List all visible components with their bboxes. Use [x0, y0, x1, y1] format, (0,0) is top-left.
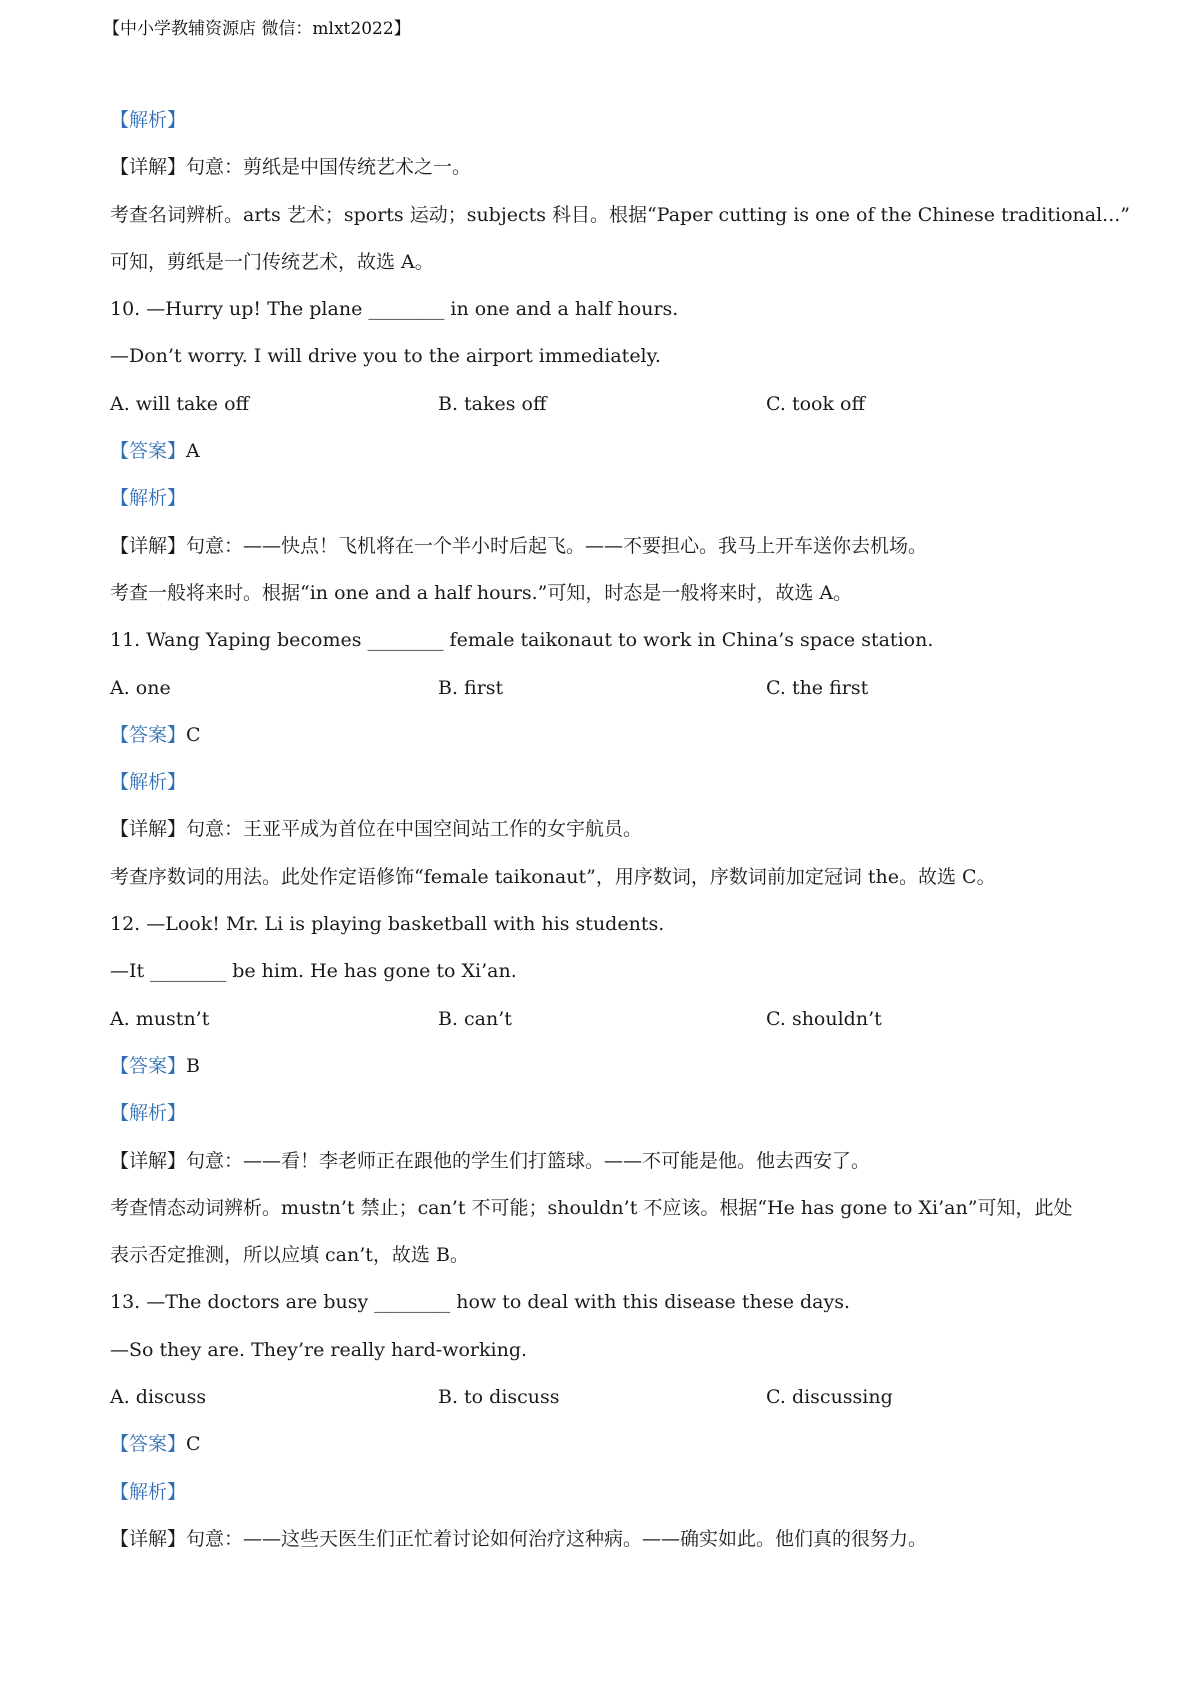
- detail-text: 句意：——看！李老师正在跟他的学生们打篮球。——不可能是他。他去西安了。: [186, 1149, 871, 1172]
- answer-line: [110, 1043, 1100, 1090]
- explain-line: 可知，剪纸是一门传统艺术，故选 A。: [110, 250, 434, 273]
- question-stem: 10. —Hurry up! The plane ________ in one and a half hours.: [110, 298, 679, 321]
- answer-value: C: [186, 723, 201, 746]
- answer-value: C: [186, 1433, 201, 1456]
- analysis-tag: 【解析】: [110, 487, 187, 510]
- detail-text: 句意：——这些天医生们正忙着讨论如何治疗这种病。——确实如此。他们真的很努力。: [186, 1527, 928, 1550]
- detail-tag: 【详解】: [110, 534, 187, 557]
- question-stem: 11. Wang Yaping becomes ________ female taikonaut to work in China’s space station.: [110, 629, 934, 652]
- option-c: C. took off: [766, 392, 865, 415]
- explain-line: 考查序数词的用法。此处作定语修饰“female taikonaut”，用序数词，序数词前加定冠词 the。故选 C。: [110, 865, 996, 888]
- explain-line: 考查一般将来时。根据“in one and a half hours.”可知，时态是一般将来时，故选 A。: [110, 581, 853, 604]
- question-reply: —Don’t worry. I will drive you to the airport immediately.: [110, 345, 661, 368]
- analysis-tag: 【解析】: [110, 109, 187, 131]
- option-a: A. discuss: [110, 1386, 207, 1409]
- page-header-watermark: 【中小学教辅资源店 微信：mlxt2022】: [103, 19, 411, 39]
- question-reply: —So they are. They’re really hard-working.: [110, 1338, 528, 1361]
- question-stem: 12. —Look! Mr. Li is playing basketball with his students.: [110, 913, 665, 936]
- option-a: A. mustn’t: [110, 1007, 210, 1030]
- detail-text: 句意：王亚平成为首位在中国空间站工作的女宇航员。: [186, 818, 643, 841]
- explain-line: 表示否定推测，所以应填 can’t，故选 B。: [110, 1244, 469, 1267]
- answer-line: [110, 1421, 1100, 1468]
- detail-line: [110, 144, 1100, 191]
- question-reply: —It ________ be him. He has gone to Xi’an.: [110, 960, 517, 983]
- options-row: [110, 381, 1100, 428]
- answer-tag: 【答案】: [110, 440, 187, 463]
- answer-tag: 【答案】: [110, 1433, 187, 1456]
- detail-tag: 【详解】: [110, 156, 187, 179]
- detail-line: [110, 1138, 1100, 1185]
- document-body: [110, 97, 1130, 1563]
- analysis-tag: 【解析】: [110, 1480, 187, 1503]
- analysis-tag: 【解析】: [110, 771, 187, 794]
- options-row: [110, 996, 1100, 1043]
- option-b: B. first: [438, 676, 504, 699]
- detail-text: 句意：剪纸是中国传统艺术之一。: [186, 156, 472, 179]
- detail-line: [110, 523, 1100, 570]
- option-b: B. can’t: [438, 1007, 512, 1030]
- detail-tag: 【详解】: [110, 818, 187, 841]
- option-b: B. takes off: [438, 392, 547, 415]
- answer-value: B: [186, 1054, 200, 1077]
- analysis-tag: 【解析】: [110, 1102, 187, 1125]
- explain-line: 考查情态动词辨析。mustn’t 禁止；can’t 不可能；shouldn’t 不应该。根据“He has gone to Xi’an”可知，此处: [110, 1196, 1073, 1219]
- answer-tag: 【答案】: [110, 1054, 187, 1077]
- answer-tag: 【答案】: [110, 723, 187, 746]
- detail-tag: 【详解】: [110, 1149, 187, 1172]
- detail-tag: 【详解】: [110, 1527, 187, 1550]
- detail-text: 句意：——快点！飞机将在一个半小时后起飞。——不要担心。我马上开车送你去机场。: [186, 534, 928, 557]
- option-a: A. one: [110, 676, 171, 699]
- detail-line: [110, 1516, 1100, 1563]
- option-a: A. will take off: [110, 392, 250, 415]
- options-row: [110, 1374, 1100, 1421]
- answer-line: [110, 712, 1100, 759]
- question-stem: 13. —The doctors are busy ________ how to deal with this disease these days.: [110, 1291, 850, 1314]
- answer-value: A: [186, 440, 200, 463]
- option-c: C. shouldn’t: [766, 1007, 882, 1030]
- options-row: [110, 665, 1100, 712]
- explain-line: 考查名词辨析。arts 艺术；sports 运动；subjects 科目。根据“Paper cutting is one of the Chinese traditional...”: [110, 203, 1130, 226]
- option-c: C. discussing: [766, 1386, 893, 1409]
- option-c: C. the first: [766, 676, 869, 699]
- answer-line: [110, 428, 1100, 475]
- option-b: B. to discuss: [438, 1386, 560, 1409]
- detail-line: [110, 806, 1100, 853]
